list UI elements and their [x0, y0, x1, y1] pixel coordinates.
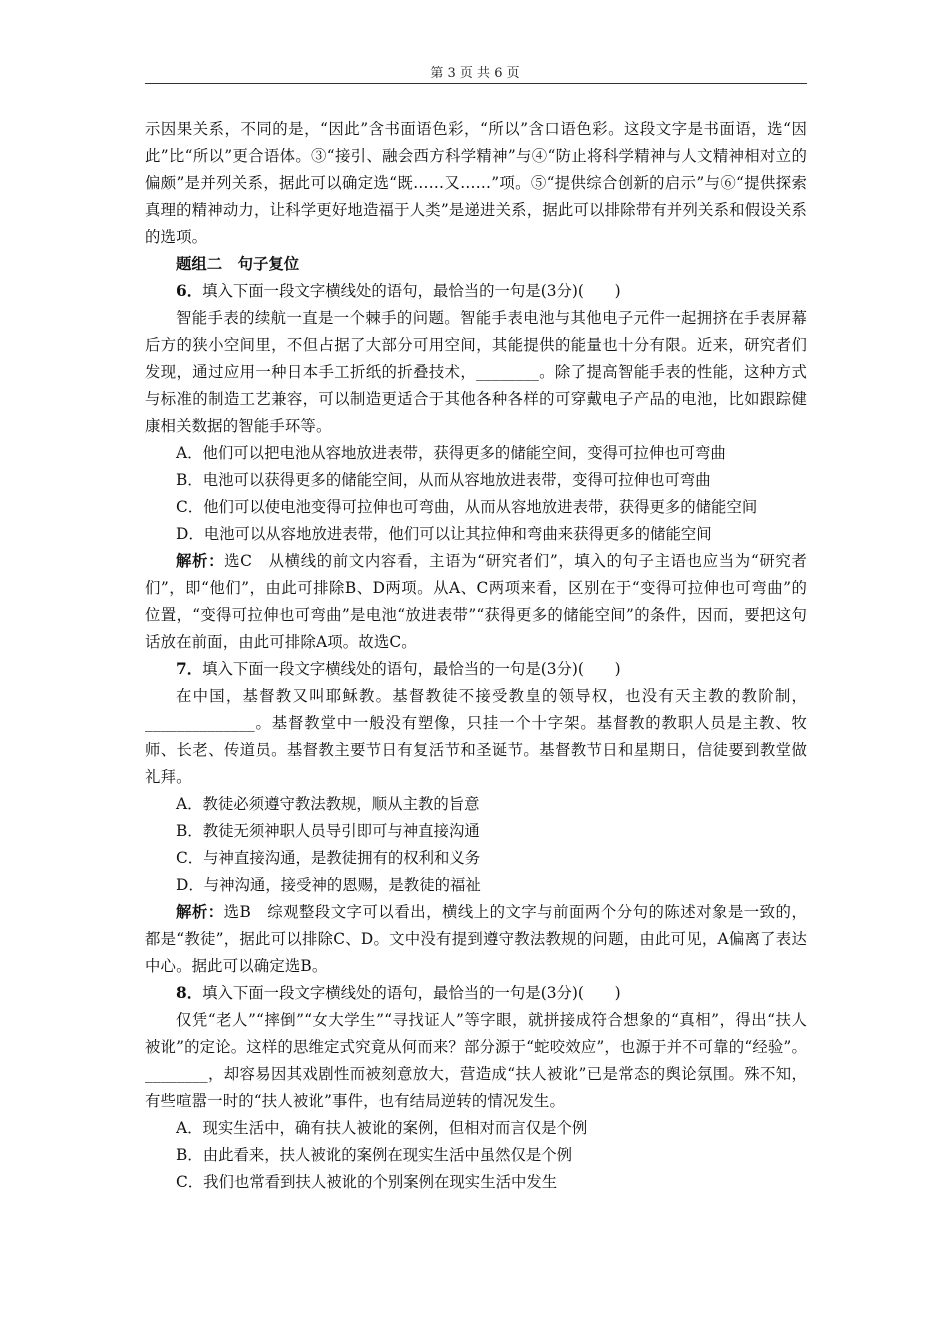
question-6-stem: [145, 278, 807, 305]
question-8-option-a: A．现实生活中，确有扶人被讹的案例，但相对而言仅是个例: [176, 1119, 588, 1137]
question-stem-text: 填入下面一段文字横线处的语句，最恰当的一句是(3分)( ): [202, 984, 621, 1002]
question-7-analysis: [145, 899, 807, 980]
question-6-analysis: [145, 548, 807, 656]
header-divider: [145, 83, 807, 84]
question-number: 7．: [176, 660, 203, 678]
intro-analysis-continuation: 示因果关系，不同的是，“因此”含书面语色彩，“所以”含口语色彩。这段文字是书面语，选“因此”比“所以”更合语体。③“接引、融会西方科学精神”与④“防止将科学精神与人文精神相对立的偏颇”是并列关系，据此可以确定选“既……又……”项。⑤“提供综合创新的启示”与⑥“提供探索真理的精神动力，让科学更好地造福于人类”是递进关系，据此可以排除带有并列关系和假设关系的选项。: [145, 120, 807, 246]
question-7-stem: [145, 656, 807, 683]
analysis-text: 选C 从横线的前文内容看，主语为“研究者们”，填入的句子主语也应当为“研究者们”，即“他们”，由此可排除B、D两项。从A、C两项来看，区别在于“变得可拉伸也可弯曲”的位置，“变得可拉伸也可弯曲”是电池“放进表带”“获得更多的储能空间”的条件，因而，要把这句话放在前面，由此可排除A项。故选C。: [145, 552, 807, 651]
question-6-option-d: D．电池可以从容地放进表带，他们可以让其拉伸和弯曲来获得更多的储能空间: [176, 525, 712, 543]
analysis-label: 解析：: [176, 552, 225, 570]
page-number-header: 第 3 页 共 6 页: [430, 66, 520, 81]
question-7-option-d: D．与神沟通，接受神的恩赐，是教徒的福祉: [176, 876, 481, 894]
question-stem-text: 填入下面一段文字横线处的语句，最恰当的一句是(3分)( ): [202, 282, 621, 300]
question-number: 8．: [176, 984, 203, 1002]
question-7-option-c: C．与神直接沟通，是教徒拥有的权利和义务: [176, 849, 481, 867]
section-title: 题组二 句子复位: [176, 255, 300, 273]
question-6-passage: 智能手表的续航一直是一个棘手的问题。智能手表电池与其他电子元件一起拥挤在手表屏幕后方的狭小空间里，不但占据了大部分可用空间，其能提供的能量也十分有限。近来，研究者们发现，通过应用一种日本手工折纸的折叠技术，________。除了提高智能手表的性能，这种方式与标准的制造工艺兼容，可以制造更适合于其他各种各样的可穿戴电子产品的电池，比如跟踪健康相关数据的智能手环等。: [145, 309, 807, 435]
question-number: 6．: [176, 282, 203, 300]
analysis-text: 选B 综观整段文字可以看出，横线上的文字与前面两个分句的陈述对象是一致的，都是“教徒”，据此可以排除C、D。文中没有提到遵守教法教规的问题，由此可见，A偏离了表达中心。据此可以确定选B。: [145, 903, 807, 975]
question-7-option-b: B．教徒无须神职人员导引即可与神直接沟通: [176, 822, 480, 840]
question-7-passage: 在中国，基督教又叫耶稣教。基督教徒不接受教皇的领导权，也没有天主教的教阶制，______________。基督教堂中一般没有塑像，只挂一个十字架。基督教的教职人员是主教、牧师、长老、传道员。基督教主要节日有复活节和圣诞节。基督教节日和星期日，信徒要到教堂做礼拜。: [145, 687, 807, 786]
question-8-option-b: B．由此看来，扶人被讹的案例在现实生活中虽然仅是个例: [176, 1146, 573, 1164]
question-6-option-c: C．他们可以使电池变得可拉伸也可弯曲，从而从容地放进表带，获得更多的储能空间: [176, 498, 758, 516]
document-body: [145, 116, 807, 1196]
question-8-stem: [145, 980, 807, 1007]
question-stem-text: 填入下面一段文字横线处的语句，最恰当的一句是(3分)( ): [202, 660, 621, 678]
question-6-option-a: A．他们可以把电池从容地放进表带，获得更多的储能空间，变得可拉伸也可弯曲: [176, 444, 726, 462]
analysis-label: 解析：: [176, 903, 224, 921]
question-8-passage: 仅凭“老人”“摔倒”“女大学生”“寻找证人”等字眼，就拼接成符合想象的“真相”，得出“扶人被讹”的定论。这样的思维定式究竟从何而来？部分源于“蛇咬效应”，也源于并不可靠的“经验”。________，却容易因其戏剧性而被刻意放大，营造成“扶人被讹”已是常态的舆论氛围。殊不知，有些喧嚣一时的“扶人被讹”事件，也有结局逆转的情况发生。: [145, 1011, 807, 1110]
question-7-option-a: A．教徒必须遵守教法教规，顺从主教的旨意: [176, 795, 480, 813]
question-8-option-c: C．我们也常看到扶人被讹的个别案例在现实生活中发生: [176, 1173, 558, 1191]
question-6-option-b: B．电池可以获得更多的储能空间，从而从容地放进表带，变得可拉伸也可弯曲: [176, 471, 711, 489]
